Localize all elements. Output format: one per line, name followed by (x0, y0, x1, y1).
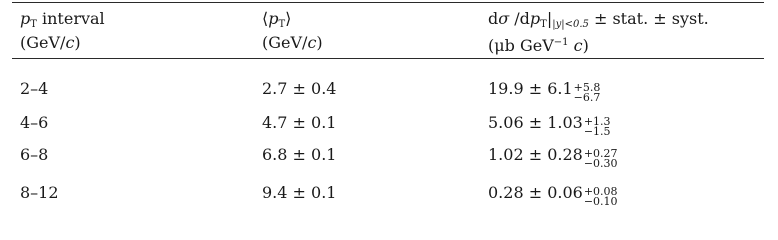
row-mean: 6.8 ± 0.1 (262, 145, 337, 164)
row-mean: 9.4 ± 0.1 (262, 183, 337, 202)
header-pt-interval: $p_T$ interval (20, 9, 105, 30)
header-mean-pt-unit: (GeV/c) (262, 33, 323, 52)
row-value: 5.06 ± 1.03 +1.3 −1.5 (488, 113, 611, 138)
row-value: 0.28 ± 0.06 +0.08 −0.10 (488, 183, 618, 208)
row-value: 19.9 ± 6.1 +5.8 −6.7 (488, 79, 601, 104)
header-pt-interval-unit: (GeV/c) (20, 33, 81, 52)
row-interval: 8–12 (20, 183, 59, 202)
row-interval: 4–6 (20, 113, 49, 132)
row-mean: 2.7 ± 0.4 (262, 79, 337, 98)
header-mean-pt: $⟨p_T⟩$ (262, 9, 292, 30)
header-cross-section: dσ $/dp_T|_{|y|<0.5}$ ± stat. ± syst. (488, 9, 709, 30)
header-cross-section-unit: (μb GeV$^{-1}$ c) (488, 36, 589, 55)
table-top-rule (12, 2, 764, 3)
table-header-rule (12, 58, 764, 59)
row-interval: 6–8 (20, 145, 49, 164)
row-value: 1.02 ± 0.28 +0.27 −0.30 (488, 145, 618, 170)
row-mean: 4.7 ± 0.1 (262, 113, 337, 132)
row-interval: 2–4 (20, 79, 49, 98)
